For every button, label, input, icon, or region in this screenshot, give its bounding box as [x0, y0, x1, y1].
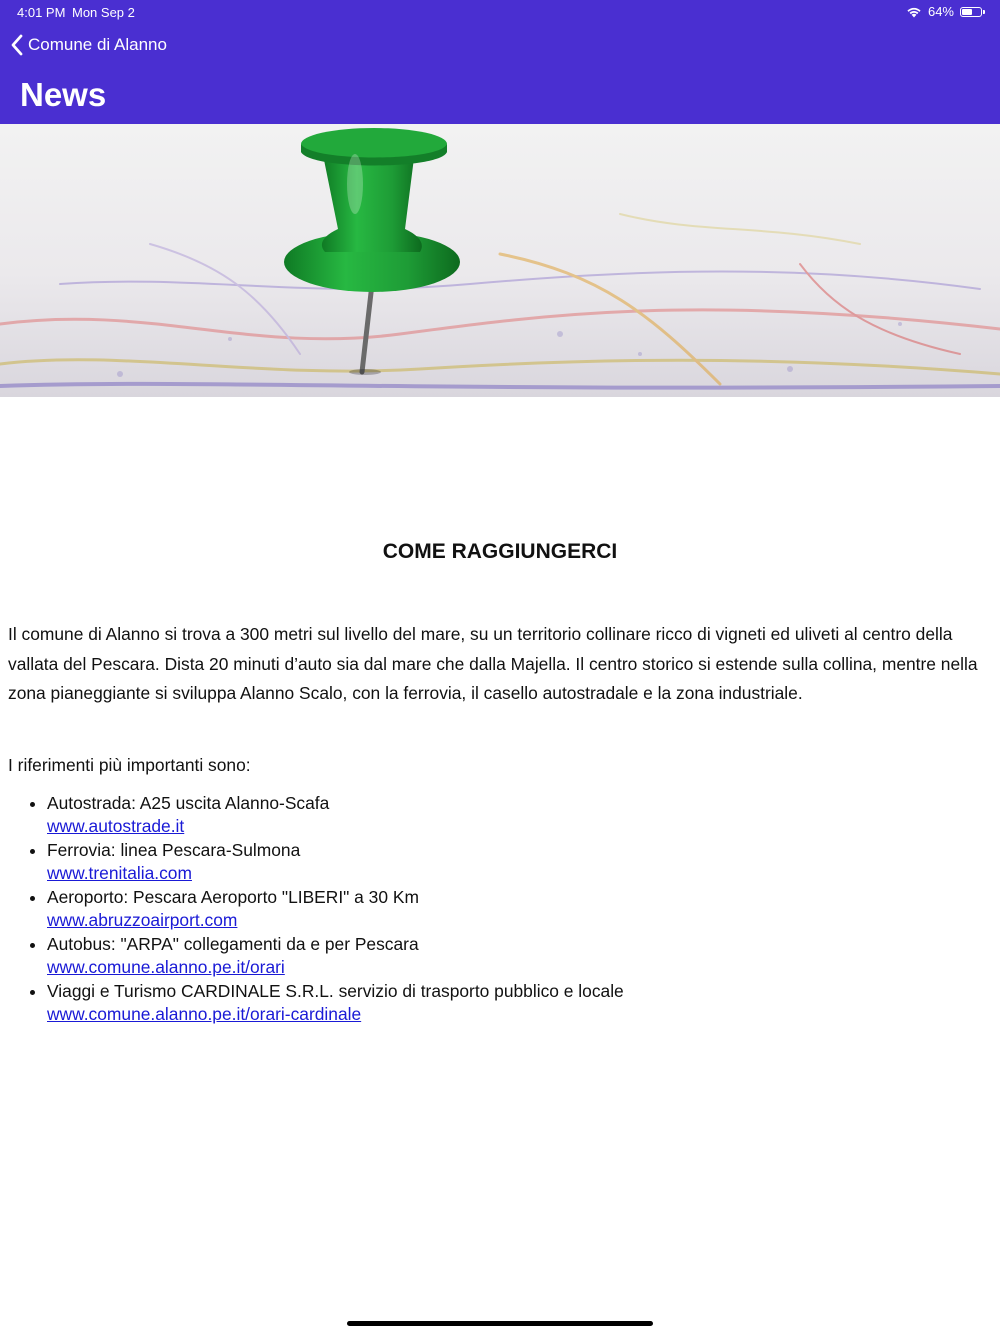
reference-link[interactable]: www.comune.alanno.pe.it/orari-cardinale: [47, 1004, 362, 1024]
status-time: 4:01 PM: [17, 5, 66, 20]
wifi-icon: [906, 6, 922, 18]
reference-text: Autostrada: A25 uscita Alanno-Scafa: [47, 792, 330, 813]
battery-icon: [960, 7, 982, 17]
page-title: News: [20, 76, 107, 113]
article-heading: COME RAGGIUNGERCI: [382, 540, 618, 563]
back-button[interactable]: [10, 34, 167, 56]
chevron-left-icon: [10, 34, 24, 56]
status-indicators: [906, 4, 982, 19]
article-content: [8, 540, 992, 1027]
reference-text: Autobus: "ARPA" collegamenti da e per Pescara: [47, 933, 419, 954]
reference-link[interactable]: www.abruzzoairport.com: [47, 910, 238, 930]
reference-text: Ferrovia: linea Pescara-Sulmona: [47, 839, 301, 860]
home-indicator[interactable]: [347, 1321, 653, 1326]
back-label: Comune di Alanno: [28, 35, 167, 54]
article-paragraph: Il comune di Alanno si trova a 300 metri sul livello del mare, su un territorio collinare ricco di vigneti ed uliveti al centro della vallata del Pescara. Dista 20 minuti d’auto sia dal mare che dalla Majella. Il centro storico si estende sulla collina, mentre nella zona pianeggiante si sviluppa Alanno Scalo, con la ferrovia, il casello autostradale e la zona industriale.: [8, 624, 978, 703]
status-bar: [0, 0, 1000, 24]
hero-image: [0, 124, 1000, 397]
references-intro: I riferimenti più importanti sono:: [8, 754, 251, 775]
battery-level: [962, 9, 972, 15]
nav-header: [0, 0, 1000, 124]
reference-text: Aeroporto: Pescara Aeroporto "LIBERI" a 30 Km: [47, 886, 419, 907]
list-item: [47, 886, 992, 933]
reference-link[interactable]: www.comune.alanno.pe.it/orari: [47, 957, 285, 977]
reference-link[interactable]: www.trenitalia.com: [47, 863, 192, 883]
list-item: [47, 980, 992, 1027]
list-item: [47, 933, 992, 980]
reference-text: Viaggi e Turismo CARDINALE S.R.L. servizio di trasporto pubblico e locale: [47, 980, 624, 1001]
battery-percent: 64%: [927, 4, 954, 19]
list-item: [47, 792, 992, 839]
map-pin-illustration: [0, 124, 1000, 397]
references-list: [8, 792, 992, 1027]
status-date: Mon Sep 2: [72, 5, 135, 20]
reference-link[interactable]: www.autostrade.it: [47, 816, 185, 836]
list-item: [47, 839, 992, 886]
